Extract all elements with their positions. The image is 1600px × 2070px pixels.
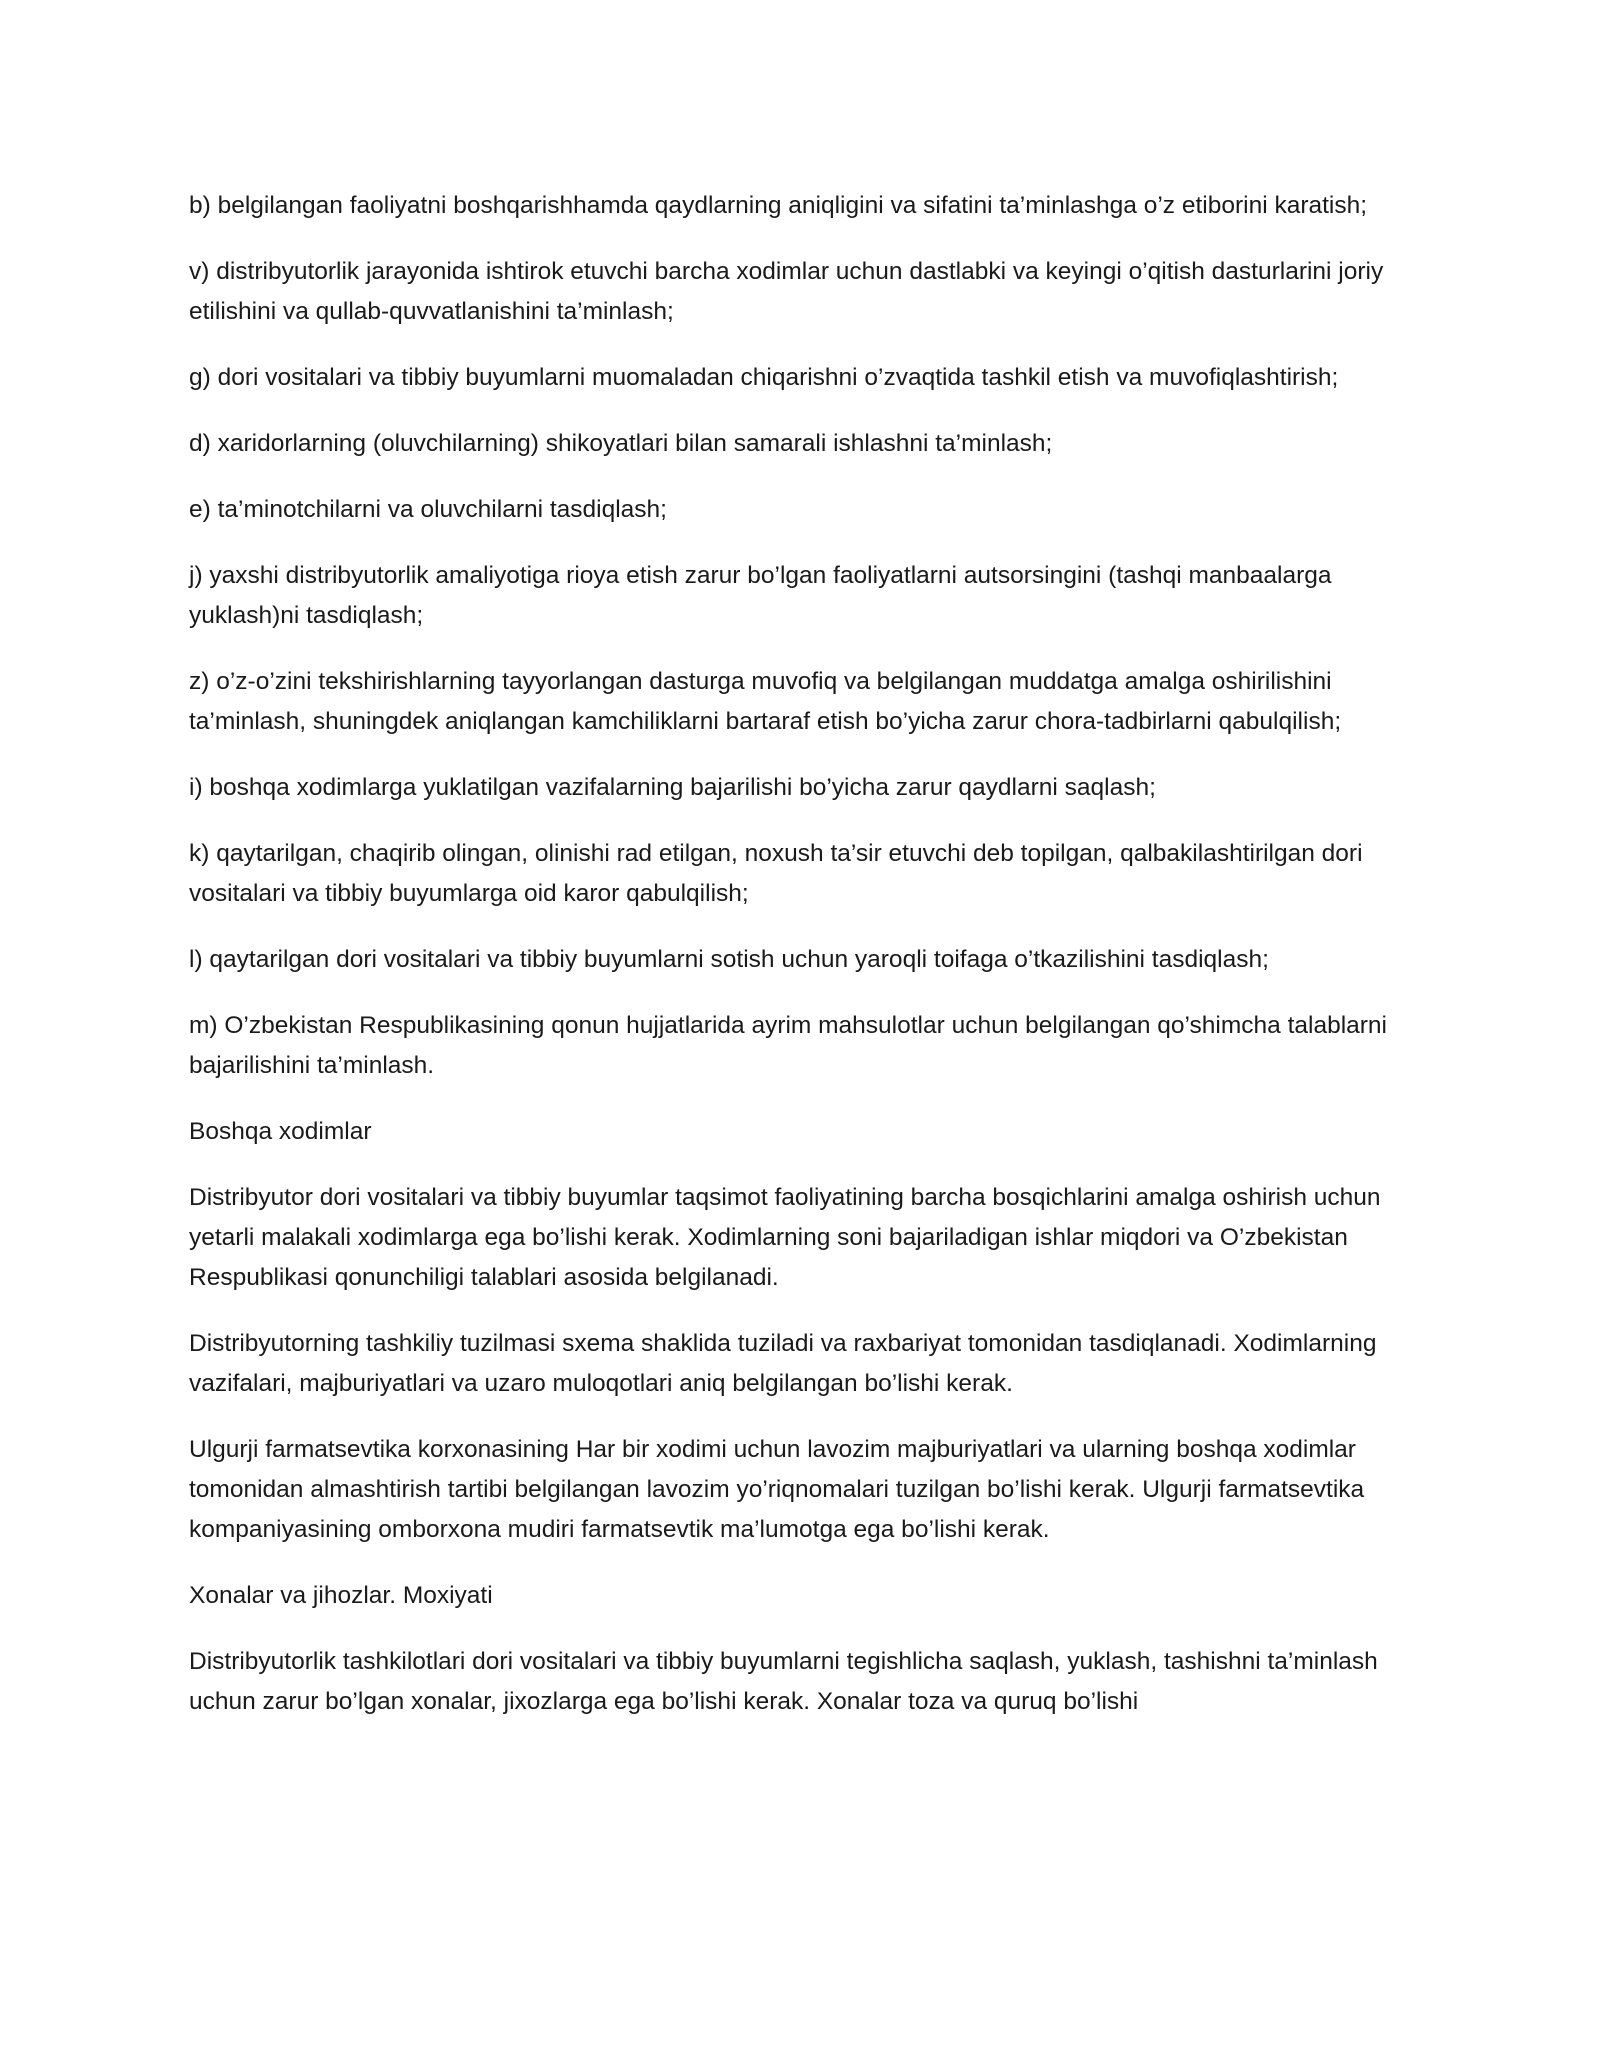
paragraph-item-i: i) boshqa xodimlarga yuklatilgan vazifalarning bajarilishi bo’yicha zarur qaydlarni saqlash; <box>189 774 1156 801</box>
section-heading-premises: Xonalar va jihozlar. Moxiyati <box>189 1582 493 1609</box>
section-heading-other-staff: Boshqa xodimlar <box>189 1118 372 1145</box>
paragraph-premises: Distribyutorlik tashkilotlari dori vositalari va tibbiy buyumlarni tegishlicha saqlash, yuklash, tashishni ta’minlash uchun zarur bo’lgan xonalar, jixozlarga ega bo’lishi kerak. Xonalar toza va quruq bo’lishi <box>189 1648 1378 1715</box>
paragraph-item-j: j) yaxshi distribyutorlik amaliyotiga rioya etish zarur bo’lgan faoliyatlarni autsorsingini (tashqi manbaalarga yuklash)ni tasdiqlash; <box>189 562 1332 629</box>
paragraph-item-z: z) o’z-o’zini tekshirishlarning tayyorlangan dasturga muvofiq va belgilangan muddatga amalga oshirilishini ta’minlash, shuningdek aniqlangan kamchiliklarni bartaraf etish bo’yicha zarur chora-tadbirlarni qabulqilish; <box>189 668 1342 735</box>
paragraph-item-e: e) ta’minotchilarni va oluvchilarni tasdiqlash; <box>189 496 667 523</box>
paragraph-item-m: m) O’zbekistan Respublikasining qonun hujjatlarida ayrim mahsulotlar uchun belgilangan qo’shimcha talablarni bajarilishini ta’minlash. <box>189 1012 1387 1079</box>
paragraph-job-descriptions: Ulgurji farmatsevtika korxonasining Har bir xodimi uchun lavozim majburiyatlari va ularning boshqa xodimlar tomonidan almashtirish tartibi belgilangan lavozim yo’riqnomalari tuzilgan bo’lishi kerak. Ulgurji farmatsevtika kompaniyasining omborxona mudiri farmatsevtik ma’lumotga ega bo’lishi kerak. <box>189 1436 1365 1543</box>
document-body <box>189 186 1419 1748</box>
paragraph-item-k: k) qaytarilgan, chaqirib olingan, olinishi rad etilgan, noxush ta’sir etuvchi deb topilgan, qalbakilashtirilgan dori vositalari va tibbiy buyumlarga oid karor qabulqilish; <box>189 840 1363 907</box>
paragraph-item-g: g) dori vositalari va tibbiy buyumlarni muomaladan chiqarishni o’zvaqtida tashkil etish va muvofiqlashtirish; <box>189 364 1339 391</box>
paragraph-item-l: l) qaytarilgan dori vositalari va tibbiy buyumlarni sotish uchun yaroqli toifaga o’tkazilishini tasdiqlash; <box>189 946 1269 973</box>
paragraph-item-v: v) distribyutorlik jarayonida ishtirok etuvchi barcha xodimlar uchun dastlabki va keyingi o’qitish dasturlarini joriy etilishini va qullab-quvvatlanishini ta’minlash; <box>189 258 1384 325</box>
paragraph-staffing: Distribyutor dori vositalari va tibbiy buyumlar taqsimot faoliyatining barcha bosqichlarini amalga oshirish uchun yetarli malakali xodimlarga ega bo’lishi kerak. Xodimlarning soni bajariladigan ishlar miqdori va O’zbekistan Respublikasi qonunchiligi talablari asosida belgilanadi. <box>189 1184 1381 1291</box>
paragraph-item-b: b) belgilangan faoliyatni boshqarishhamda qaydlarning aniqligini va sifatini ta’minlashga o’z etiborini karatish; <box>189 192 1368 219</box>
paragraph-org-structure: Distribyutorning tashkiliy tuzilmasi sxema shaklida tuziladi va raxbariyat tomonidan tasdiqlanadi. Xodimlarning vazifalari, majburiyatlari va uzaro muloqotlari aniq belgilangan bo’lishi kerak. <box>189 1330 1377 1397</box>
paragraph-item-d: d) xaridorlarning (oluvchilarning) shikoyatlari bilan samarali ishlashni ta’minlash; <box>189 430 1053 457</box>
